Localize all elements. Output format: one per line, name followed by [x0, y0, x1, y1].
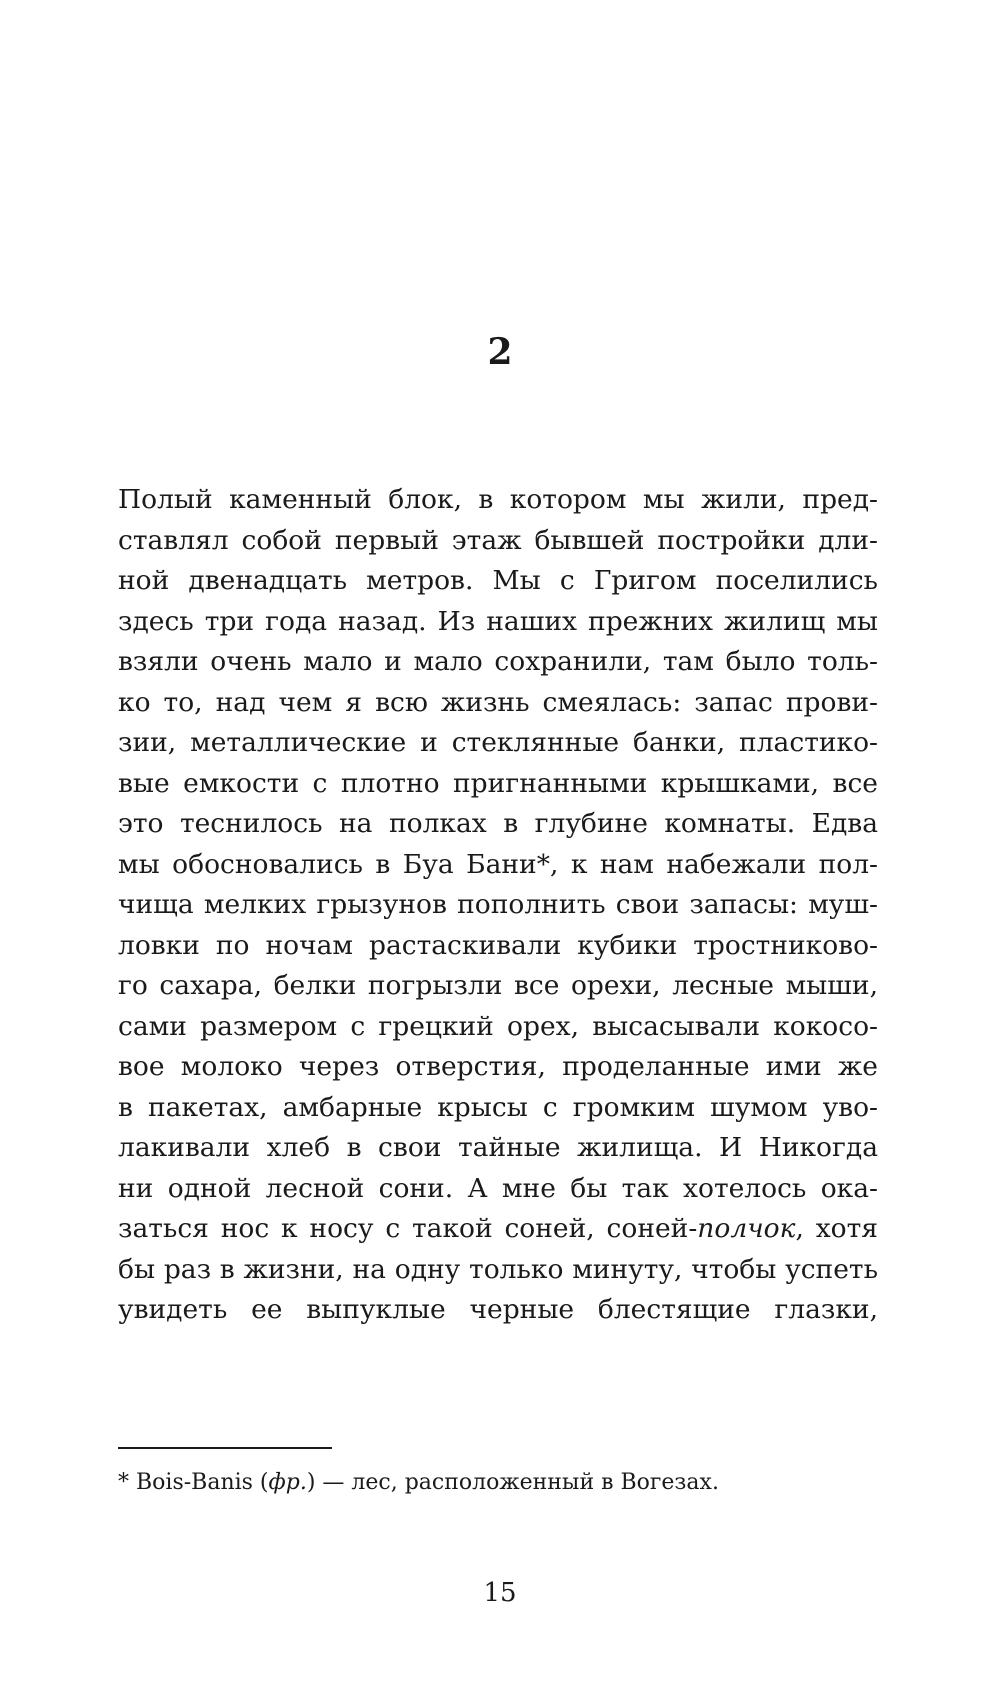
chapter-number: 2: [487, 331, 513, 373]
text-line: мы обосновались в Буа Бани*, к нам набежали пол-: [118, 848, 878, 880]
footnote-text: ) — лес, расположенный в Вогезах.: [306, 1470, 719, 1495]
page-number: 15: [483, 1578, 517, 1608]
text-line: лакивали хлеб в свои тайные жилища. И Никогда: [118, 1132, 878, 1163]
text-segment: заться нос к носу с такой соней, соней-: [118, 1213, 698, 1244]
text-line: зии, металлические и стеклянные банки, пластико-: [118, 727, 878, 758]
footnote: [118, 1468, 878, 1498]
text-line: в пакетах, амбарные крысы с громким шумом уво-: [118, 1091, 878, 1123]
footnote-marker: * Bois-Banis (: [118, 1470, 269, 1495]
text-line-with-italic: [118, 1209, 878, 1250]
text-line: ставлял собой первый этаж бывшей постройки дли-: [118, 524, 878, 556]
text-line: ко то, над чем я всю жизнь смеялась: запас прови-: [118, 686, 878, 718]
text-line: Полый каменный блок, в котором мы жили, пред-: [118, 484, 878, 515]
italic-word: полчок: [697, 1213, 796, 1244]
text-line: го сахара, белки погрызли все орехи, лесные мыши,: [118, 970, 878, 1001]
text-line: вое молоко через отверстия, проделанные ими же: [118, 1051, 878, 1082]
text-line: вые емкости с плотно пригнанными крышками, все: [118, 767, 878, 799]
text-line: взяли очень мало и мало сохранили, там было толь-: [118, 646, 878, 677]
text-line: ловки по ночам растаскивали кубики тростниково-: [118, 929, 878, 961]
footnote-divider: [118, 1447, 332, 1449]
text-segment: , хотя: [795, 1213, 879, 1244]
text-line: это теснилось на полках в глубине комнаты. Едва: [118, 808, 878, 839]
text-line: здесь три года назад. Из наших прежних жилищ мы: [118, 605, 878, 637]
text-line: сами размером с грецкий орех, высасывали кокосо-: [118, 1010, 878, 1042]
text-line: чища мелких грызунов пополнить свои запасы: муш-: [118, 889, 878, 920]
body-text: [118, 480, 878, 1331]
footnote-italic: фр.: [268, 1470, 307, 1495]
text-line: увидеть ее выпуклые черные блестящие глазки,: [118, 1294, 878, 1325]
text-line: ной двенадцать метров. Мы с Григом поселились: [118, 565, 878, 596]
text-line: бы раз в жизни, на одну только минуту, чтобы успеть: [118, 1253, 878, 1285]
text-line: ни одной лесной сони. А мне бы так хотелось ока-: [118, 1172, 878, 1204]
